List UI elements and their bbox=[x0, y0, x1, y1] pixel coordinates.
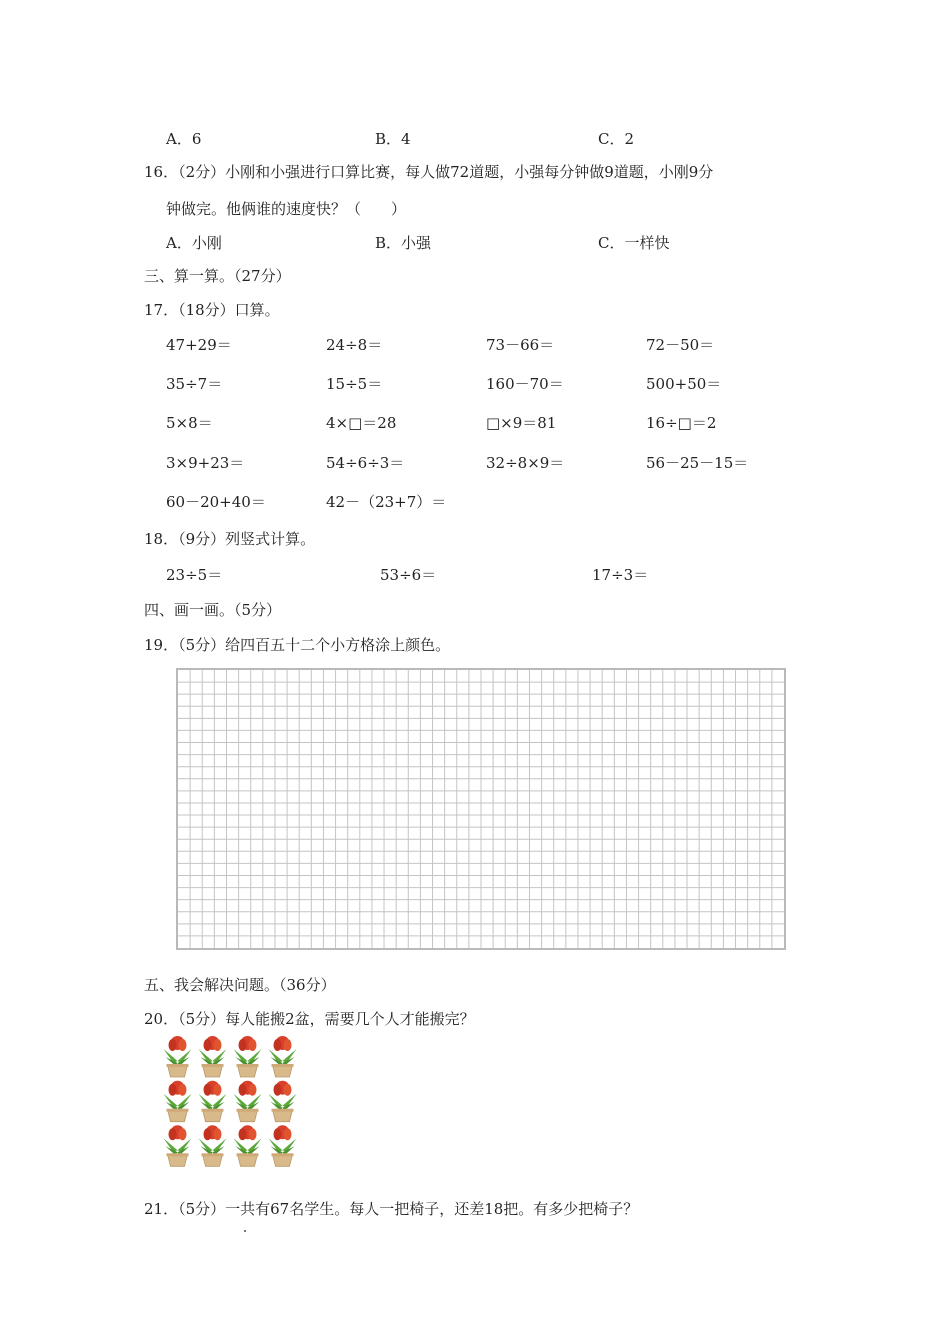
q16-stem-line1: 16．（2分）小刚和小强进行口算比赛，每人做72道题，小强每分钟做9道题，小刚9分 bbox=[144, 163, 714, 181]
q17-r3-c0: 3×9+23＝ bbox=[166, 454, 245, 472]
flower-pot bbox=[199, 1125, 227, 1166]
q16-option-c: C．一样快 bbox=[598, 234, 670, 252]
flower-pot bbox=[199, 1081, 227, 1122]
q17-r1-c1: 15÷5＝ bbox=[326, 375, 383, 393]
q17-title: 17．（18分）口算。 bbox=[144, 301, 280, 319]
q18-item-2: 53÷6＝ bbox=[380, 566, 437, 584]
flower-pot bbox=[234, 1036, 262, 1077]
q17-r3-c1: 54÷6÷3＝ bbox=[326, 454, 405, 472]
flower-pot bbox=[164, 1036, 192, 1077]
flower-pot bbox=[164, 1081, 192, 1122]
q16-stem-line2: 钟做完。他俩谁的速度快？（ ） bbox=[166, 200, 407, 218]
q17-r0-c1: 24÷8＝ bbox=[326, 336, 383, 354]
q21-title: 21．（5分）一共有67名学生。每人一把椅子，还差18把。有多少把椅子？ bbox=[144, 1200, 639, 1218]
flower-pots-image bbox=[160, 1033, 300, 1167]
q17-r2-c1: 4×□＝28 bbox=[326, 414, 397, 432]
q15-option-b: B．4 bbox=[375, 130, 411, 148]
q17-r3-c3: 56－25－15＝ bbox=[646, 454, 749, 472]
q20-title: 20．（5分）每人能搬2盆，需要几个人才能搬完？ bbox=[144, 1010, 475, 1028]
flower-pot bbox=[164, 1125, 192, 1166]
section3-title: 三、算一算。（27分） bbox=[144, 267, 291, 285]
q17-r1-c2: 160－70＝ bbox=[486, 375, 564, 393]
q17-r0-c2: 73－66＝ bbox=[486, 336, 555, 354]
q15-option-a: A．6 bbox=[166, 130, 202, 148]
q17-r4-c1: 42－（23+7）＝ bbox=[326, 493, 447, 511]
q17-r4-c0: 60－20+40＝ bbox=[166, 493, 266, 511]
flower-pot bbox=[269, 1036, 297, 1077]
flower-pot bbox=[199, 1036, 227, 1077]
q19-title: 19．（5分）给四百五十二个小方格涂上颜色。 bbox=[144, 636, 451, 654]
q16-option-a: A．小刚 bbox=[166, 234, 222, 252]
flower-pot bbox=[269, 1081, 297, 1122]
q15-option-c: C．2 bbox=[598, 130, 635, 148]
coloring-grid[interactable] bbox=[176, 668, 786, 950]
coloring-grid-lines bbox=[178, 670, 784, 948]
q16-option-b: B．小强 bbox=[375, 234, 432, 252]
section5-title: 五、我会解决问题。（36分） bbox=[144, 976, 336, 994]
q17-r0-c3: 72－50＝ bbox=[646, 336, 715, 354]
flower-pot bbox=[234, 1081, 262, 1122]
section4-title: 四、画一画。（5分） bbox=[144, 601, 282, 619]
q17-r2-c3: 16÷□＝2 bbox=[646, 414, 717, 432]
q17-r2-c2: □×9＝81 bbox=[486, 414, 557, 432]
q17-r1-c0: 35÷7＝ bbox=[166, 375, 223, 393]
flower-pot bbox=[234, 1125, 262, 1166]
q18-item-1: 23÷5＝ bbox=[166, 566, 223, 584]
q17-r3-c2: 32÷8×9＝ bbox=[486, 454, 565, 472]
q17-r2-c0: 5×8＝ bbox=[166, 414, 213, 432]
q17-r1-c3: 500+50＝ bbox=[646, 375, 722, 393]
q18-title: 18．（9分）列竖式计算。 bbox=[144, 530, 316, 548]
q18-item-3: 17÷3＝ bbox=[592, 566, 649, 584]
flower-pot bbox=[269, 1125, 297, 1166]
stray-mark bbox=[244, 1230, 246, 1232]
q17-r0-c0: 47+29＝ bbox=[166, 336, 232, 354]
